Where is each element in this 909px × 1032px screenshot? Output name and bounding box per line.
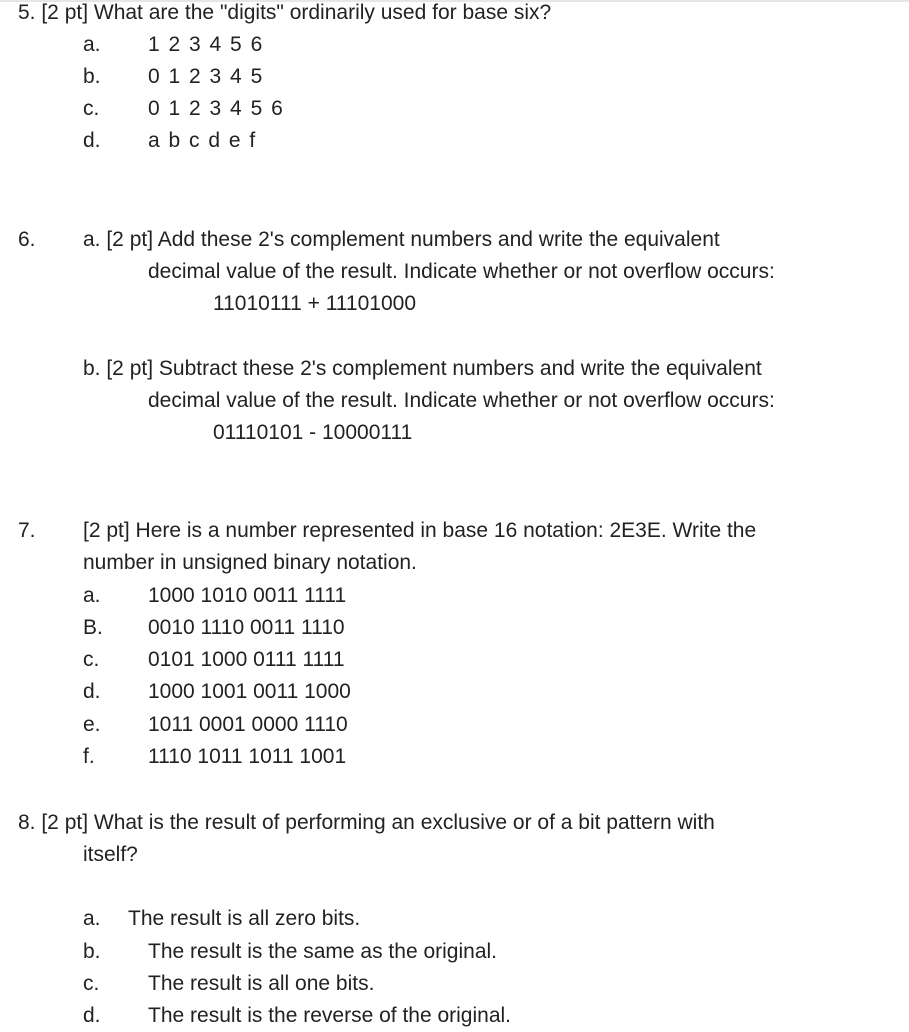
q6a-prompt-line1: a. [2 pt] Add these 2's complement numbers and write the equivalent xyxy=(83,228,720,251)
q7-option-f-text: 1110 1011 1011 1001 xyxy=(148,745,347,768)
q5-option-a-letter: a. xyxy=(83,33,101,56)
q7-option-e-letter: e. xyxy=(83,713,101,736)
q5-option-c-text: 0 1 2 3 4 5 6 xyxy=(148,97,285,120)
q8-prompt-line1: 8. [2 pt] What is the result of performing an exclusive or of a bit pattern with xyxy=(18,811,715,834)
q7-option-a-text: 1000 1010 0011 1111 xyxy=(148,584,347,607)
q6a-prompt-line2: decimal value of the result. Indicate whether or not overflow occurs: xyxy=(148,260,775,283)
q8-option-c-text: The result is all one bits. xyxy=(148,972,375,995)
q7-prompt-line1: [2 pt] Here is a number represented in base 16 notation: 2E3E. Write the xyxy=(83,519,757,542)
q5-option-a-text: 1 2 3 4 5 6 xyxy=(148,33,264,56)
q8-option-b-letter: b. xyxy=(83,940,101,963)
q7-option-b-letter: B. xyxy=(83,616,103,639)
q6b-expression: 01110101 - 10000111 xyxy=(213,421,413,444)
question-7-number: 7. xyxy=(18,519,36,542)
q8-prompt-line2: itself? xyxy=(83,843,138,866)
question-5-prompt: 5. [2 pt] What are the "digits" ordinarily used for base six? xyxy=(18,1,552,24)
question-6-number: 6. xyxy=(18,228,36,251)
q7-option-a-letter: a. xyxy=(83,584,101,607)
q7-option-d-text: 1000 1001 0011 1000 xyxy=(148,680,351,703)
q7-prompt-line2: number in unsigned binary notation. xyxy=(83,551,417,574)
q8-option-c-letter: c. xyxy=(83,972,100,995)
q7-option-b-text: 0010 1110 0011 1110 xyxy=(148,616,345,639)
q6a-expression: 11010111 + 11101000 xyxy=(213,292,417,315)
q8-option-d-letter: d. xyxy=(83,1004,101,1027)
q5-option-c-letter: c. xyxy=(83,97,100,120)
q8-option-d-text: The result is the reverse of the original. xyxy=(148,1004,512,1027)
q7-option-c-letter: c. xyxy=(83,648,100,671)
q7-option-c-text: 0101 1000 0111 1111 xyxy=(148,648,345,671)
q5-option-b-text: 0 1 2 3 4 5 xyxy=(148,65,264,88)
q6b-prompt-line1: b. [2 pt] Subtract these 2's complement numbers and write the equivalent xyxy=(83,357,762,380)
q5-option-d-text: a b c d e f xyxy=(148,129,257,152)
q5-option-d-letter: d. xyxy=(83,129,101,152)
q5-option-b-letter: b. xyxy=(83,65,101,88)
q7-option-e-text: 1011 0001 0000 1110 xyxy=(148,713,348,736)
q8-option-b-text: The result is the same as the original. xyxy=(148,940,498,963)
q8-option-a-letter: a. xyxy=(83,907,101,930)
q7-option-d-letter: d. xyxy=(83,680,101,703)
q7-option-f-letter: f. xyxy=(83,745,95,768)
q6b-prompt-line2: decimal value of the result. Indicate whether or not overflow occurs: xyxy=(148,389,775,412)
q8-option-a-text: The result is all zero bits. xyxy=(128,907,361,930)
